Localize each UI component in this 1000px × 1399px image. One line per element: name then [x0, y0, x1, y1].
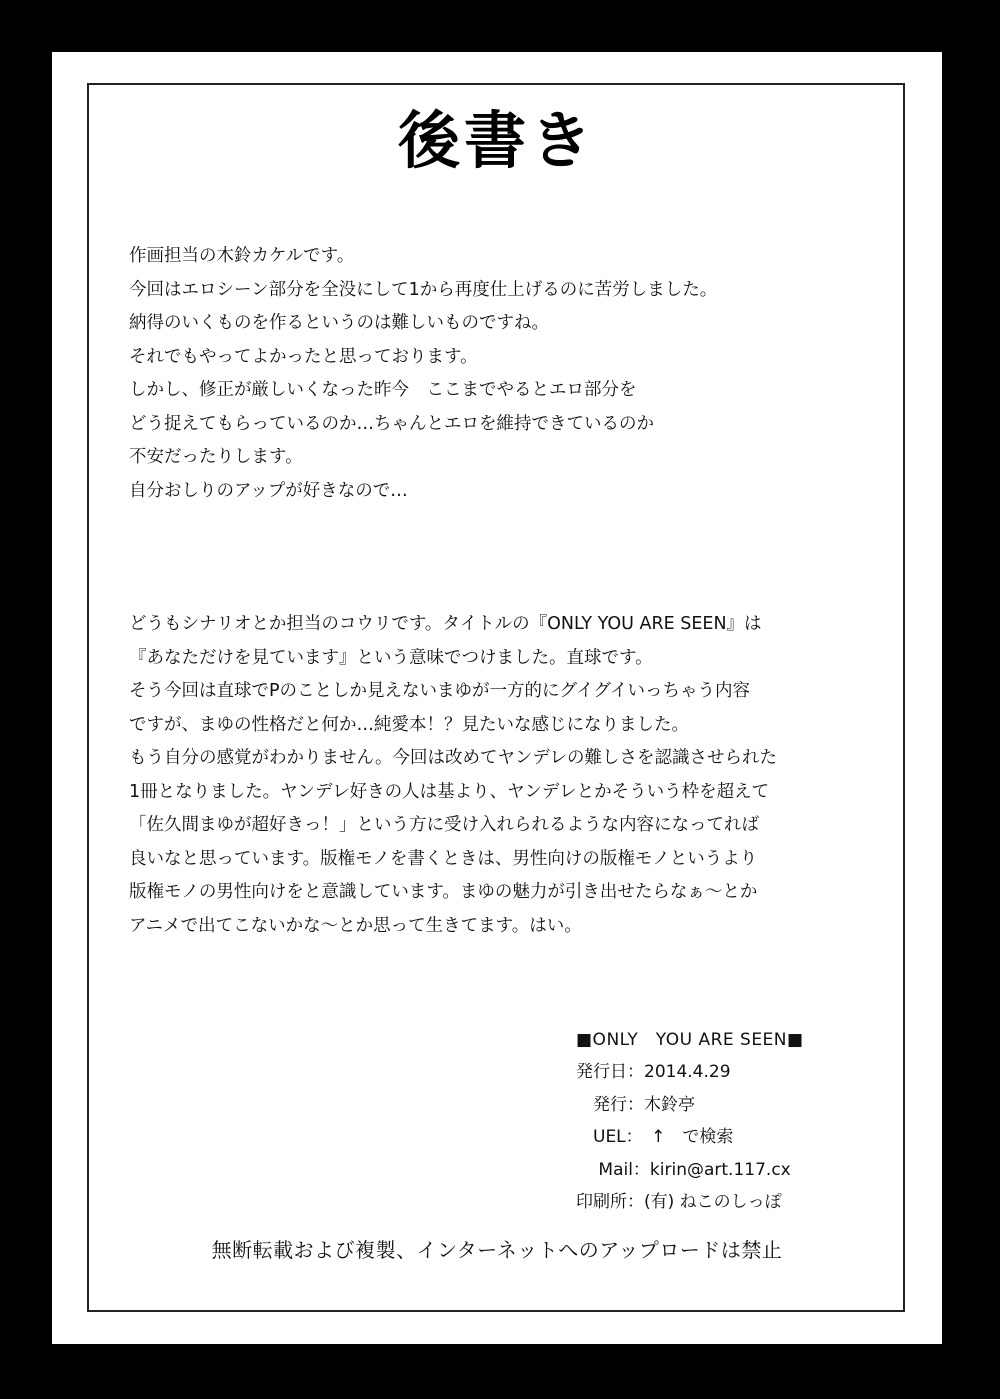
text-line: しかし、修正が厳しいくなった昨今 ここまでやるとエロ部分を — [129, 380, 637, 400]
text-line: ですが、まゆの性格だと何か…純愛本！？見たいな感じになりました。 — [129, 714, 689, 735]
writer-afterword-paragraph — [129, 608, 829, 943]
colophon-title: ■ONLY YOU ARE SEEN■ — [576, 1030, 804, 1050]
text-line: どう捉えてもらっているのか…ちゃんとエロを維持できているのか — [129, 413, 654, 434]
text-line: どうもシナリオとか担当のコウリです。タイトルの『ONLY YOU ARE SEEN』は — [129, 614, 762, 634]
text-line: そう今回は直球でPのことしか見えないまゆが一方的にグイグイいっちゃう内容 — [129, 681, 750, 701]
url-line: UEL： ↑ で検索 — [576, 1127, 734, 1148]
page-title: 後書き — [397, 104, 596, 177]
text-line: 「佐久間まゆが超好きっ！」という方に受け入れられるような内容になってれば — [129, 815, 759, 835]
text-line: 自分おしりのアップが好きなので… — [129, 480, 408, 501]
text-line: アニメで出てこないかな～とか思って生きてます。はい。 — [129, 915, 582, 936]
text-line: 作画担当の木鈴カケルです。 — [129, 246, 355, 266]
colophon-block — [576, 1024, 876, 1218]
text-line: もう自分の感覚がわかりません。今回は改めてヤンデレの難しさを認識させられた — [129, 748, 778, 768]
artist-afterword-paragraph — [129, 240, 829, 508]
text-line: 納得のいくものを作るというのは難しいものですね。 — [129, 313, 549, 333]
text-line: 1冊となりました。ヤンデレ好きの人は基より、ヤンデレとかそういう枠を超えて — [129, 781, 770, 802]
release-date: 発行日：2014.4.29 — [576, 1062, 731, 1083]
text-line: 今回はエロシーン部分を全没にして1から再度仕上げるのに苦労しました。 — [129, 279, 718, 300]
copyright-notice: 無断転載および複製、インターネットへのアップロードは禁止 — [211, 1238, 783, 1262]
mail-line: Mail：kirin@art.117.cx — [576, 1159, 791, 1180]
text-line: それでもやってよかったと思っております。 — [129, 346, 478, 367]
text-line: 不安だったりします。 — [129, 447, 303, 467]
text-line: 良いなと思っています。版権モノを書くときは、男性向けの版権モノというより — [129, 848, 758, 869]
publisher: 発行：木鈴亭 — [576, 1094, 695, 1115]
afterword-page — [52, 52, 942, 1344]
printer-line: 印刷所：(有) ねこのしっぽ — [576, 1191, 782, 1212]
text-line: 『あなただけを見ています』という意味でつけました。直球です。 — [129, 647, 653, 668]
text-line: 版権モノの男性向けをと意識しています。まゆの魅力が引き出せたらなぁ～とか — [129, 882, 758, 902]
